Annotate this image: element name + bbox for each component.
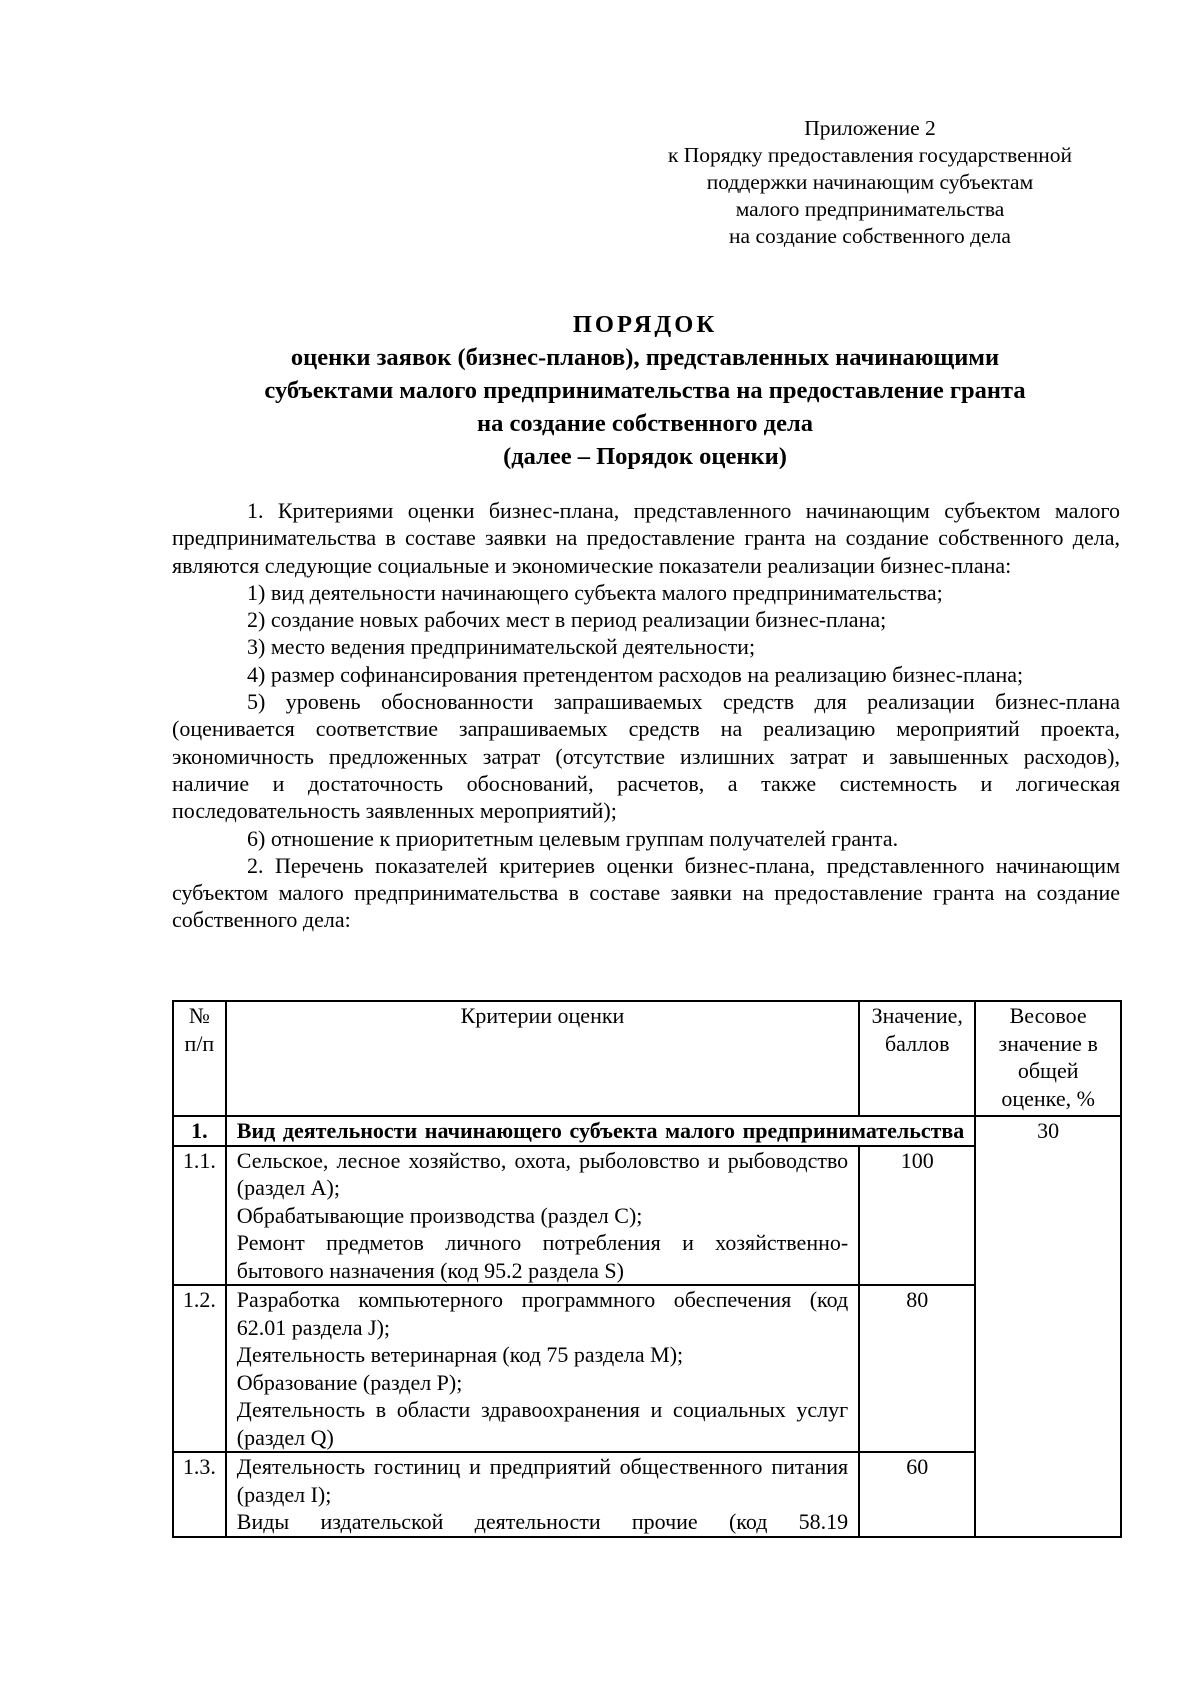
title-line: оценки заявок (бизнес-планов), представленных начинающими bbox=[290, 344, 1000, 371]
list-item: 1) вид деятельности начинающего субъекта малого предпринимательства; bbox=[247, 579, 943, 605]
section-num: 1. bbox=[173, 1116, 226, 1146]
row-value: 100 bbox=[859, 1146, 975, 1286]
header-value: Значение, баллов bbox=[859, 1001, 975, 1116]
row-criteria: Деятельность гостиниц и предприятий общественного питания (раздел I); Виды издательской деятельности прочие (код 58.19 bbox=[226, 1452, 859, 1537]
row-num: 1.1. bbox=[173, 1146, 226, 1286]
annex-line: поддержки начинающим субъектам bbox=[706, 170, 1034, 194]
row-num: 1.2. bbox=[173, 1285, 226, 1452]
annex-line: к Порядку предоставления государственной bbox=[667, 143, 1073, 167]
header-weight: Весовое значение в общей оценке, % bbox=[975, 1001, 1121, 1116]
list-item: 6) отношение к приоритетным целевым группам получателей гранта. bbox=[247, 825, 899, 851]
annex-line: на создание собственного дела bbox=[729, 224, 1011, 248]
list-item: 3) место ведения предпринимательской деятельности; bbox=[247, 634, 756, 660]
list-item: 5) уровень обоснованности запрашиваемых средств для реализации бизнес-плана (оценивается соответствие запрашиваемых средств на реализацию мероприятий проекта, экономичность предложенных затрат (отсутствие излишних затрат и завышенных расходов), наличие и достаточность обоснований, расчетов, а также системность и логическая последовательность заявленных мероприятий); bbox=[172, 689, 1120, 824]
table-section-row bbox=[173, 1116, 1121, 1146]
criteria-table bbox=[172, 1000, 1122, 1538]
title-line: субъектами малого предпринимательства на предоставление гранта bbox=[264, 377, 1026, 404]
row-criteria: Сельское, лесное хозяйство, охота, рыболовство и рыбоводство (раздел A); Обрабатывающие производства (раздел C); Ремонт предметов личного потребления и хозяйственно-бытового назначения (код 95.2 раздела S) bbox=[226, 1146, 859, 1286]
annex-line: малого предпринимательства bbox=[735, 197, 1005, 221]
title-line: на создание собственного дела bbox=[477, 410, 813, 437]
title-line: (далее – Порядок оценки) bbox=[503, 443, 787, 470]
paragraph-2: 2. Перечень показателей критериев оценки бизнес-плана, представленного начинающим субъектом малого предпринимательства в составе заявки на предоставление гранта на создание собственного дела: bbox=[172, 852, 1120, 933]
paragraph-1: 1. Критериями оценки бизнес-плана, представленного начинающим субъектом малого предпринимательства в составе заявки на предоставление гранта на создание собственного дела, являются следующие социальные и экономические показатели реализации бизнес-плана: bbox=[172, 498, 1120, 578]
document-body bbox=[172, 497, 1120, 934]
list-item: 2) создание новых рабочих мест в период реализации бизнес-плана; bbox=[247, 607, 887, 633]
annex-reference bbox=[640, 115, 1100, 250]
row-criteria: Разработка компьютерного программного обеспечения (код 62.01 раздела J); Деятельность ветеринарная (код 75 раздела M); Образование (раздел P); Деятельность в области здравоохранения и социальных услуг (раздел Q) bbox=[226, 1285, 859, 1452]
section-title: Вид деятельности начинающего субъекта малого предпринимательства bbox=[226, 1116, 976, 1146]
row-num: 1.3. bbox=[173, 1452, 226, 1537]
list-item: 4) размер софинансирования претендентом расходов на реализацию бизнес-плана; bbox=[247, 661, 1024, 687]
header-num: № п/п bbox=[173, 1001, 226, 1116]
table-header-row bbox=[173, 1001, 1121, 1116]
row-value: 60 bbox=[859, 1452, 975, 1537]
document-title bbox=[170, 308, 1120, 473]
header-criteria: Критерии оценки bbox=[226, 1001, 859, 1116]
title-heading: ПОРЯДОК bbox=[572, 311, 718, 338]
section-weight: 30 bbox=[975, 1116, 1121, 1537]
row-value: 80 bbox=[859, 1285, 975, 1452]
annex-line: Приложение 2 bbox=[804, 116, 936, 140]
